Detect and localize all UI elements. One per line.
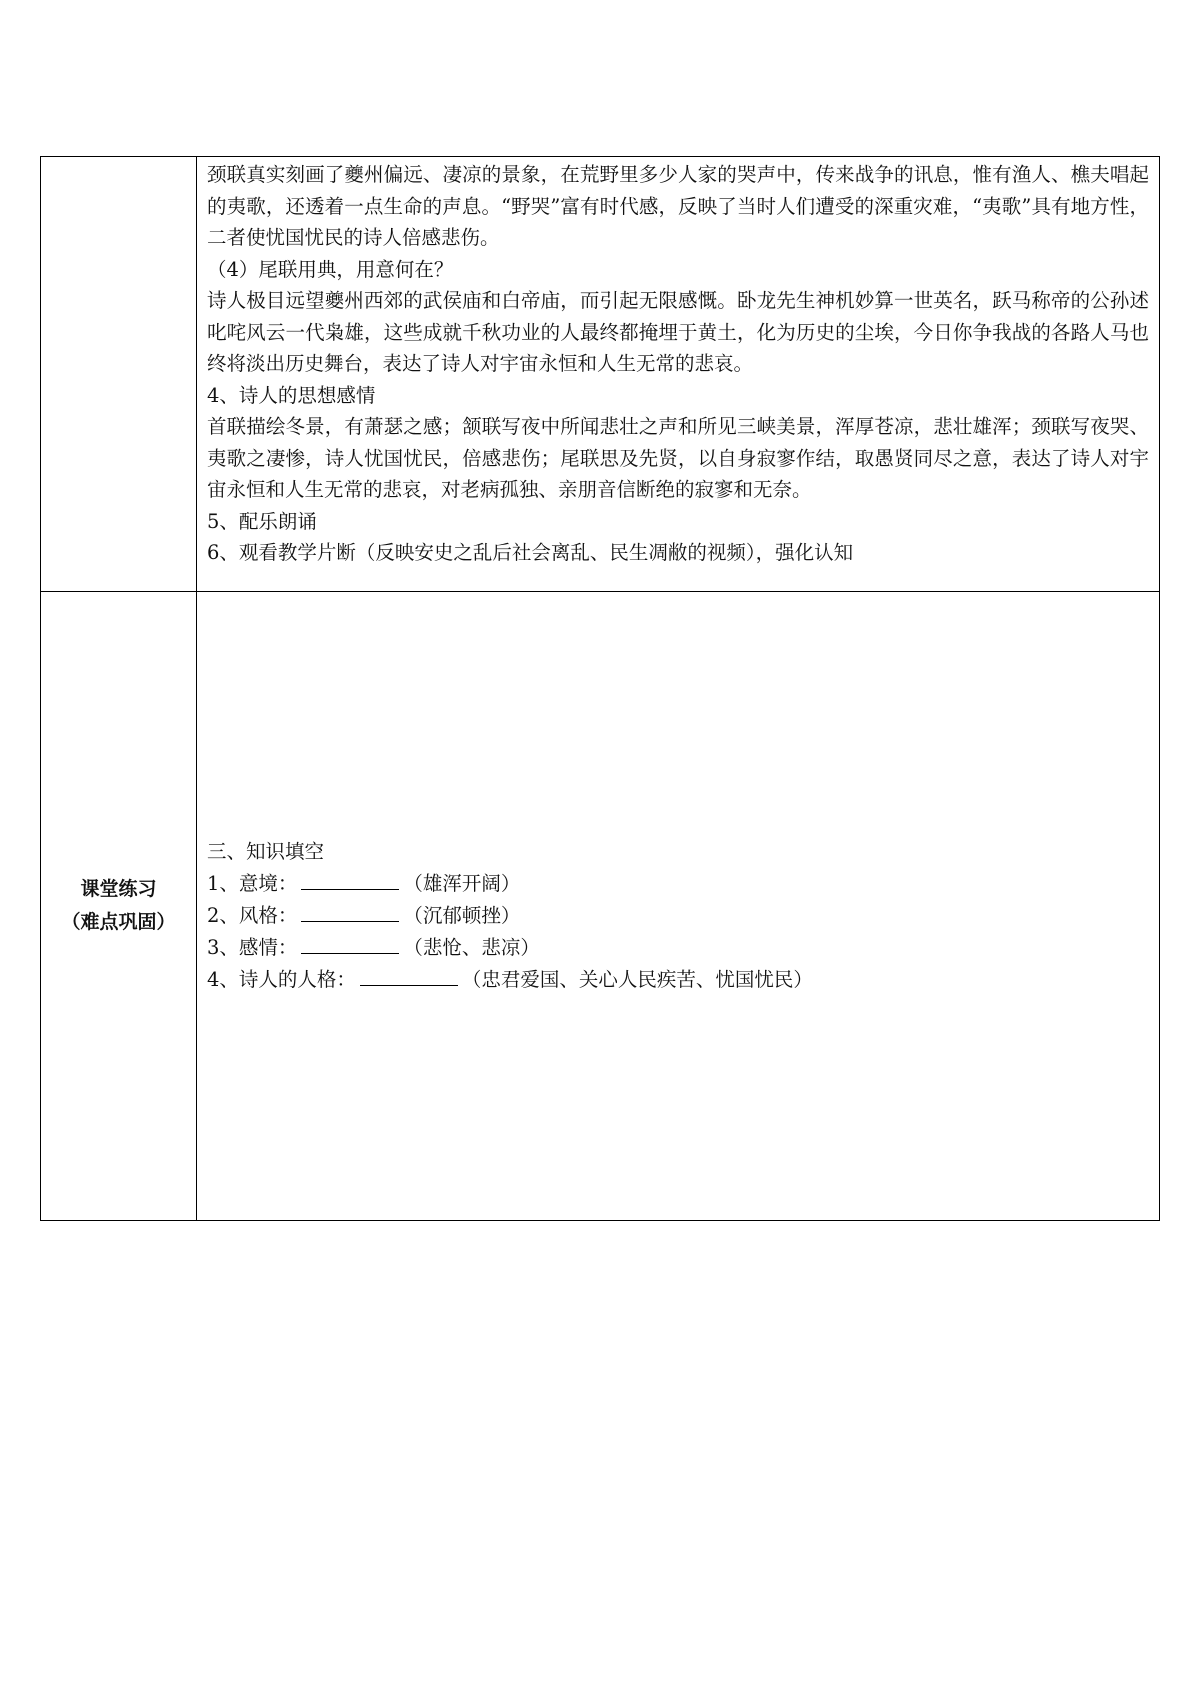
exercise-item-prefix: 4、诗人的人格：	[207, 968, 356, 991]
heading-poet-feelings: 4、诗人的思想感情	[207, 383, 376, 407]
lesson-plan-table	[40, 156, 1160, 1221]
analysis-content	[197, 157, 1159, 569]
content-cell	[197, 157, 1160, 592]
exercise-content	[197, 836, 1159, 996]
exercise-item-prefix: 1、意境：	[207, 872, 298, 895]
exercise-item-answer: （忠君爱国、关心人民疾苦、忧国忧民）	[461, 968, 813, 991]
question-tail-couplet: （4）尾联用典，用意何在？	[207, 257, 454, 281]
item-music-recitation: 5、配乐朗诵	[207, 509, 317, 533]
section-label	[41, 873, 196, 939]
paragraph-poet-feelings: 首联描绘冬景，有萧瑟之感；颔联写夜中所闻悲壮之声和所见三峡美景，浑厚苍凉，悲壮雄浑；颈联写夜哭、夷歌之凄惨，诗人忧国忧民，倍感悲伤；尾联思及先贤，以自身寂寥作结，取愚贤同尽之意，表达了诗人对宇宙永恒和人生无常的悲哀，对老病孤独、亲朋音信断绝的寂寥和无奈。	[207, 415, 1149, 501]
fill-blank	[301, 869, 399, 890]
fill-blank	[301, 933, 399, 954]
exercise-item	[207, 900, 1149, 932]
exercise-item-answer: （雄浑开阔）	[403, 872, 521, 895]
exercise-item	[207, 964, 1149, 996]
exercise-heading: 三、知识填空	[207, 840, 325, 863]
paragraph-neck-couplet: 颈联真实刻画了夔州偏远、凄凉的景象，在荒野里多少人家的哭声中，传来战争的讯息，惟有渔人、樵夫唱起的夷歌，还透着一点生命的声息。“野哭”富有时代感，反映了当时人们遭受的深重灾难，“夷歌”具有地方性，二者使忧国忧民的诗人倍感悲伤。	[207, 163, 1149, 249]
fill-blank	[360, 965, 458, 986]
paragraph-tail-couplet: 诗人极目远望夔州西郊的武侯庙和白帝庙，而引起无限感慨。卧龙先生神机妙算一世英名，跃马称帝的公孙述叱咤风云一代枭雄，这些成就千秋功业的人最终都掩埋于黄土，化为历史的尘埃，今日你争我战的各路人马也终将淡出历史舞台，表达了诗人对宇宙永恒和人生无常的悲哀。	[207, 289, 1149, 375]
exercise-item	[207, 868, 1149, 900]
exercise-item-prefix: 2、风格：	[207, 904, 298, 927]
item-watch-clip: 6、观看教学片断（反映安史之乱后社会离乱、民生凋敝的视频），强化认知	[207, 541, 854, 564]
fill-blank	[301, 901, 399, 922]
exercise-item	[207, 932, 1149, 964]
section-label-subtitle: （难点巩固）	[61, 911, 176, 933]
row-label-cell-empty	[41, 157, 197, 592]
table-row	[41, 157, 1160, 592]
exercise-item-answer: （悲怆、悲凉）	[403, 936, 540, 959]
exercise-item-prefix: 3、感情：	[207, 936, 298, 959]
table-row	[41, 592, 1160, 1221]
content-cell	[197, 592, 1160, 1221]
section-label-title: 课堂练习	[80, 878, 157, 900]
row-label-cell	[41, 592, 197, 1221]
exercise-item-answer: （沉郁顿挫）	[403, 904, 521, 927]
